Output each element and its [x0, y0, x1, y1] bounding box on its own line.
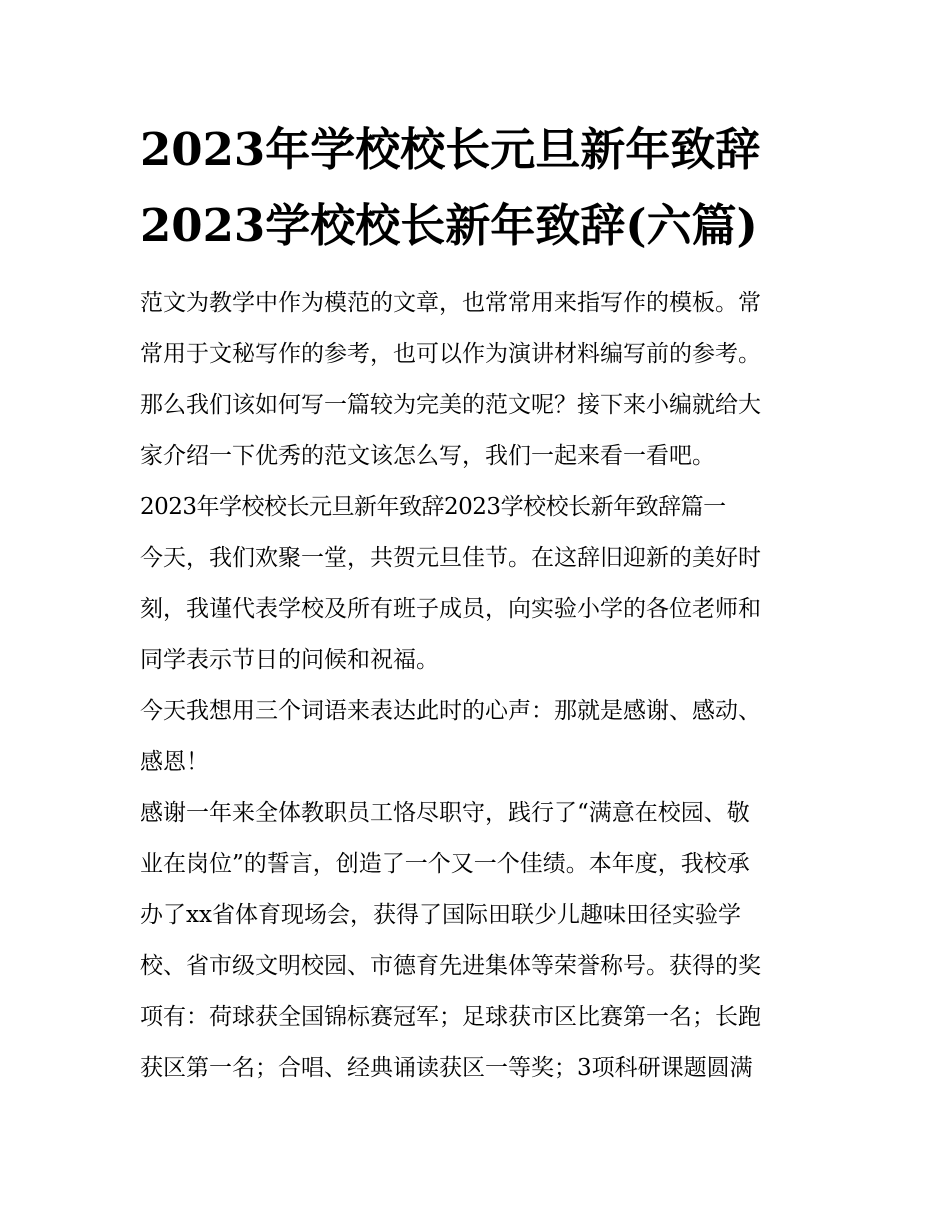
text-line: 项有：荷球获全国锦标赛冠军；足球获市区比赛第一名；长跑: [140, 1004, 761, 1030]
section-heading: [140, 482, 820, 533]
text-line: 业在岗位”的誓言，创造了一个又一个佳绩。本年度，我校承: [140, 851, 750, 877]
text-line: 同学表示节日的问候和祝福。: [140, 647, 439, 673]
text-line: 感恩！: [140, 749, 209, 775]
text-line: 今天我想用三个词语来表达此时的心声：那就是感谢、感动、: [140, 698, 761, 724]
title-line-1: 2023年学校校长元旦新年致辞: [140, 123, 761, 176]
three-words-paragraph: [140, 686, 820, 788]
section-heading-text: 2023年学校校长元旦新年致辞2023学校校长新年致辞篇一: [140, 494, 726, 520]
title-line-2: 2023学校校长新年致辞(六篇): [140, 199, 758, 252]
text-line: 感谢一年来全体教职员工恪尽职守，践行了“满意在校园、敬: [140, 800, 750, 826]
text-line: 办了xx省体育现场会，获得了国际田联少儿趣味田径实验学: [140, 902, 741, 928]
text-line: 获区第一名；合唱、经典诵读获区一等奖；3项科研课题圆满: [140, 1055, 753, 1081]
text-line: 校、省市级文明校园、市德育先进集体等荣誉称号。获得的奖: [140, 953, 761, 979]
text-line: 今天，我们欢聚一堂，共贺元旦佳节。在这辞旧迎新的美好时: [140, 545, 761, 571]
text-line: 那么我们该如何写一篇较为完美的范文呢？接下来小编就给大: [140, 392, 761, 418]
greeting-paragraph: [140, 533, 820, 686]
intro-paragraph: [140, 278, 820, 482]
text-line: 范文为教学中作为模范的文章，也常常用来指写作的模板。常: [140, 290, 761, 316]
document-title: [140, 112, 830, 264]
document-body: [140, 278, 820, 1094]
text-line: 常用于文秘写作的参考，也可以作为演讲材料编写前的参考。: [140, 341, 761, 367]
text-line: 刻，我谨代表学校及所有班子成员，向实验小学的各位老师和: [140, 596, 761, 622]
thanks-paragraph: [140, 788, 820, 1094]
text-line: 家介绍一下优秀的范文该怎么写，我们一起来看一看吧。: [140, 443, 715, 469]
